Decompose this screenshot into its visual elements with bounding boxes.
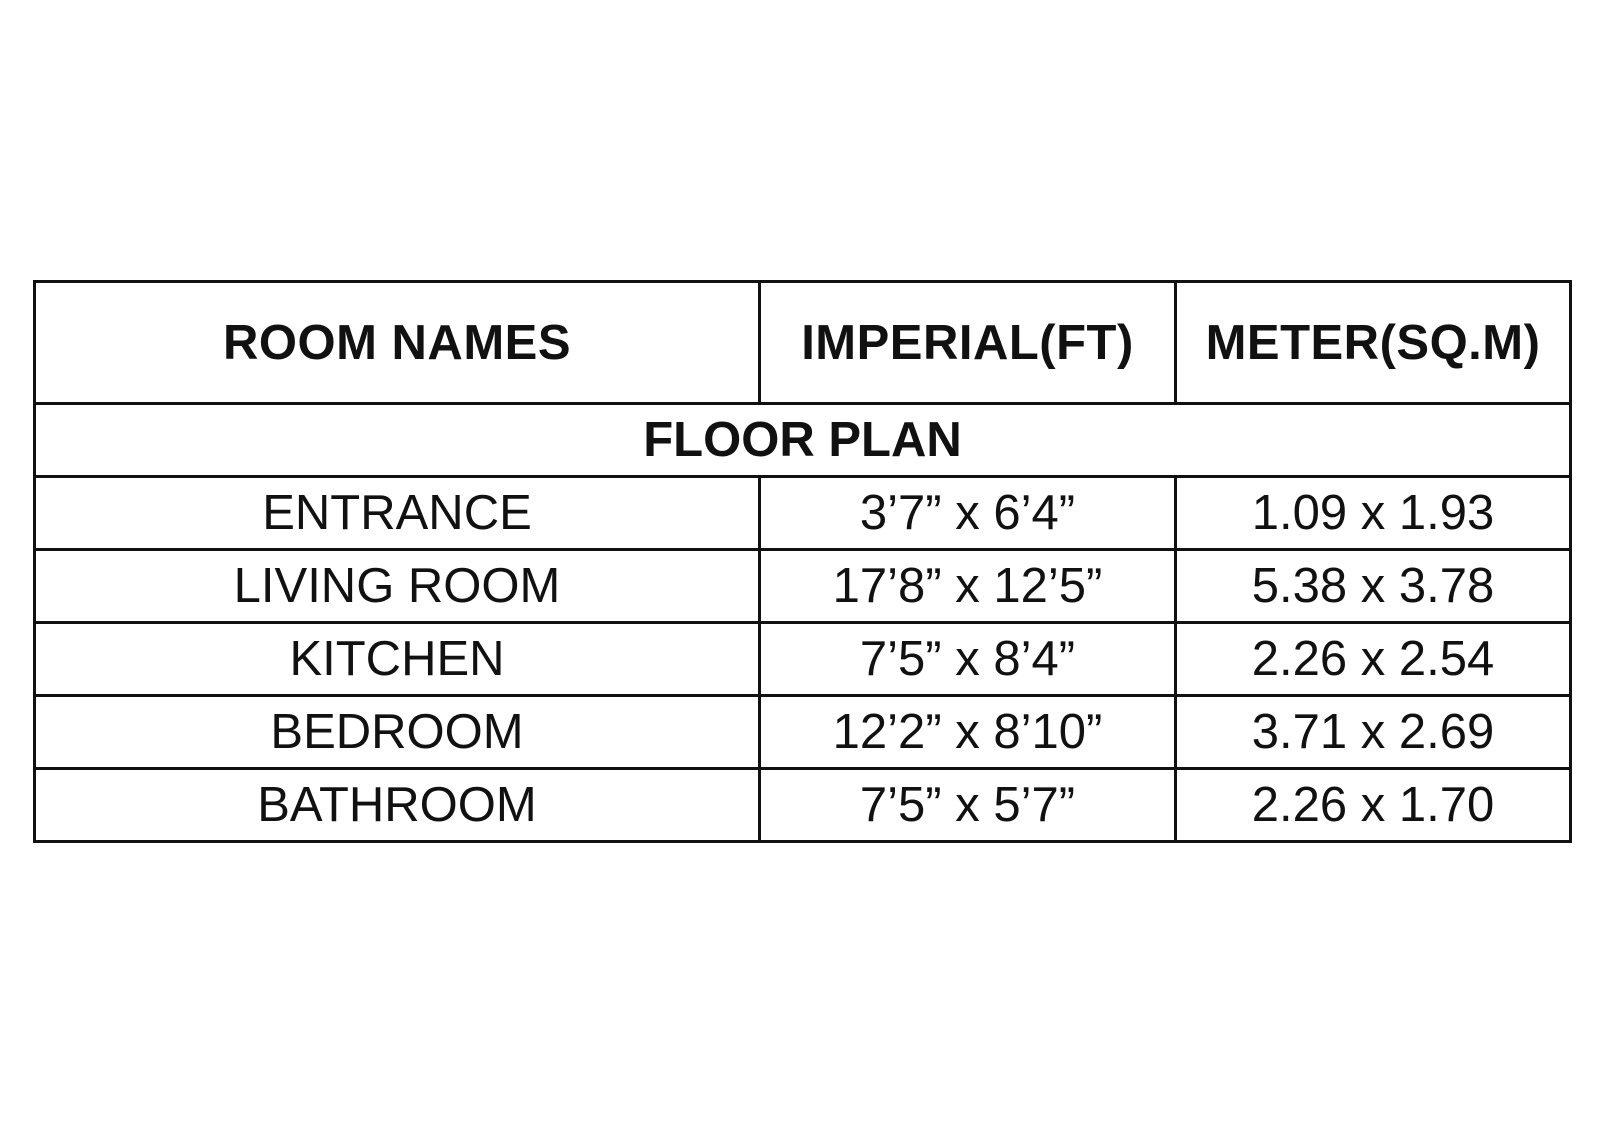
room-name-cell: ENTRANCE [35, 477, 760, 550]
table-row [35, 696, 1571, 769]
meter-cell: 3.71 x 2.69 [1176, 696, 1571, 769]
room-name-cell: BEDROOM [35, 696, 760, 769]
imperial-cell: 7’5” x 8’4” [760, 623, 1176, 696]
header-imperial: IMPERIAL(FT) [760, 282, 1176, 404]
section-row [35, 404, 1571, 477]
meter-cell: 2.26 x 2.54 [1176, 623, 1571, 696]
imperial-cell: 3’7” x 6’4” [760, 477, 1176, 550]
imperial-cell: 17’8” x 12’5” [760, 550, 1176, 623]
table-row [35, 550, 1571, 623]
room-name-cell: KITCHEN [35, 623, 760, 696]
room-dimensions-table [33, 280, 1572, 843]
table-row [35, 623, 1571, 696]
table-row [35, 769, 1571, 842]
section-title-floor-plan: FLOOR PLAN [35, 404, 1571, 477]
imperial-cell: 12’2” x 8’10” [760, 696, 1176, 769]
meter-cell: 1.09 x 1.93 [1176, 477, 1571, 550]
table-header [35, 282, 1571, 404]
imperial-cell: 7’5” x 5’7” [760, 769, 1176, 842]
table-body [35, 404, 1571, 842]
header-room-names: ROOM NAMES [35, 282, 760, 404]
meter-cell: 2.26 x 1.70 [1176, 769, 1571, 842]
table-row [35, 477, 1571, 550]
header-meter: METER(SQ.M) [1176, 282, 1571, 404]
room-name-cell: LIVING ROOM [35, 550, 760, 623]
header-row [35, 282, 1571, 404]
meter-cell: 5.38 x 3.78 [1176, 550, 1571, 623]
room-name-cell: BATHROOM [35, 769, 760, 842]
